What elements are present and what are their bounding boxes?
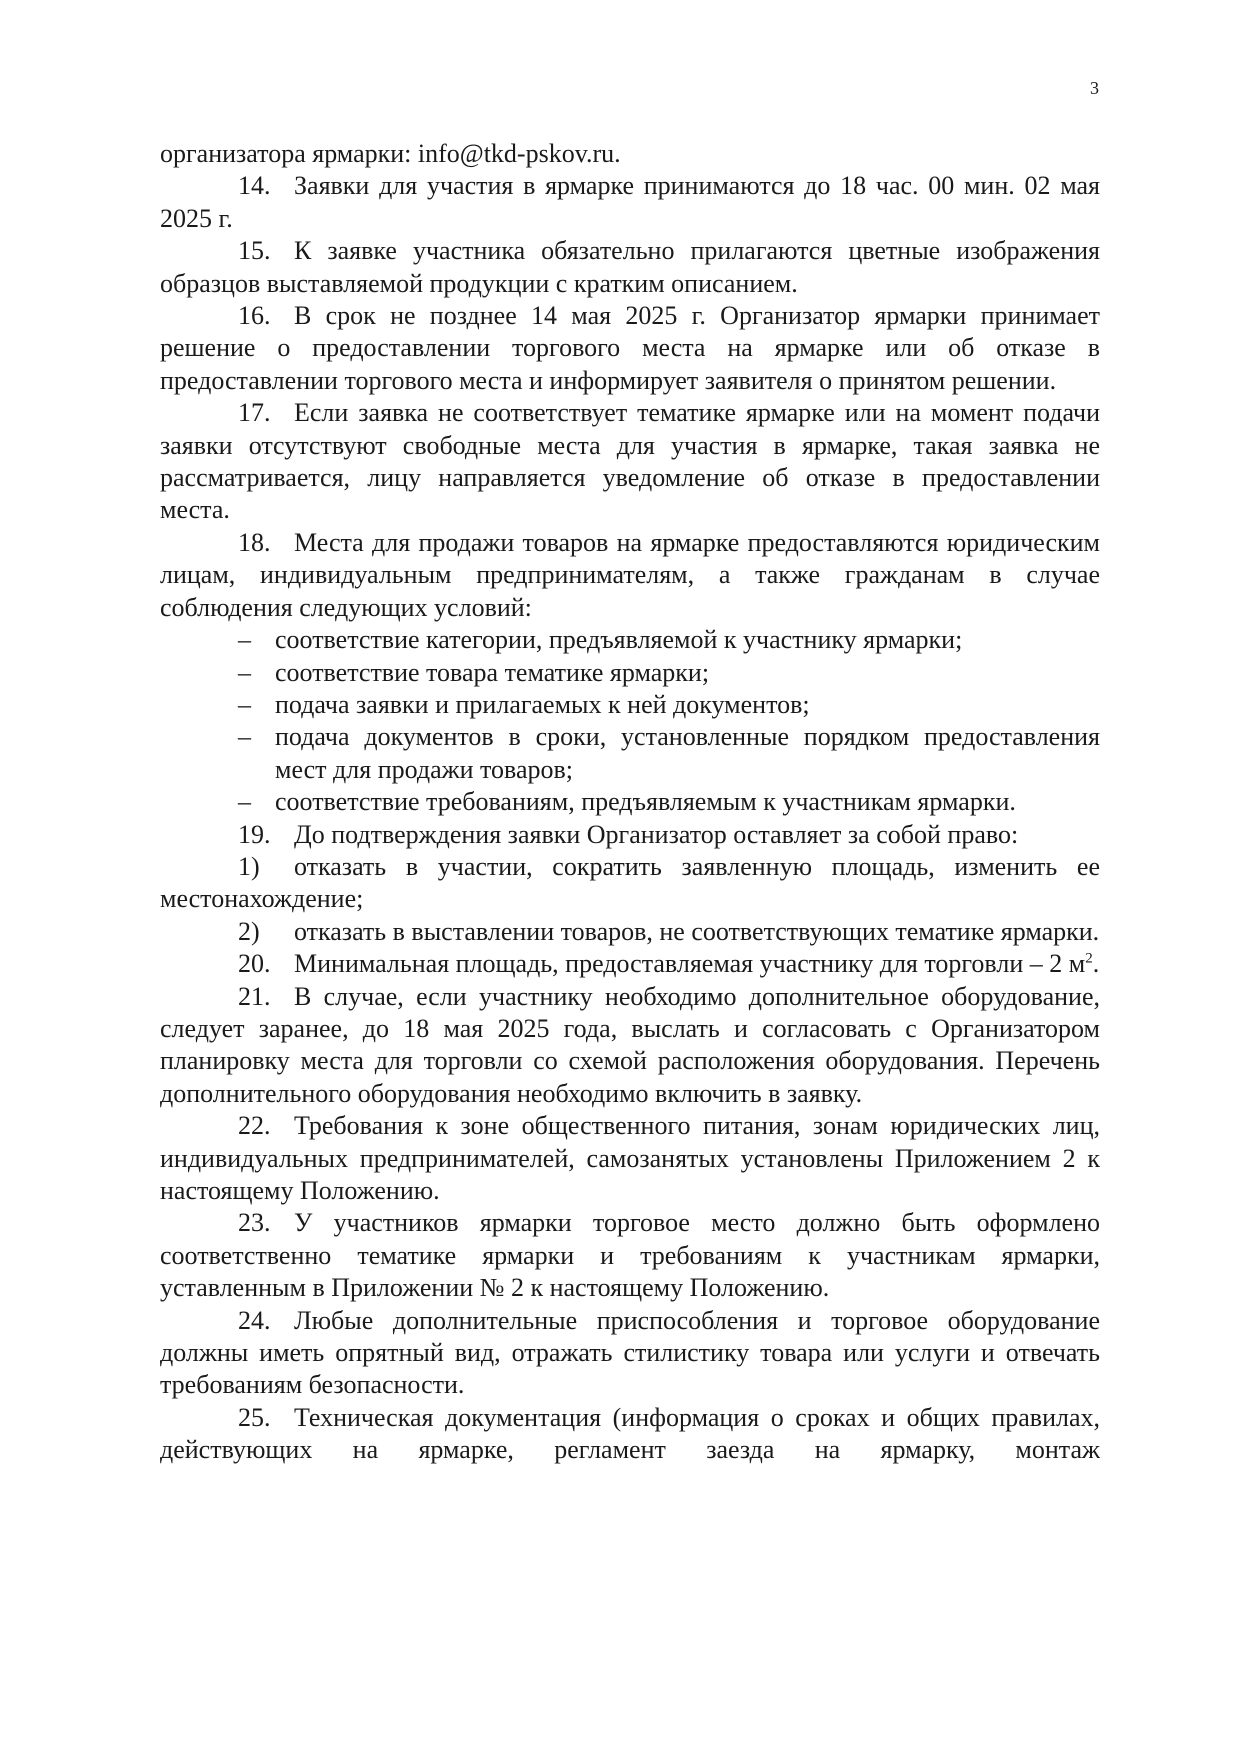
clause-number: 23. xyxy=(238,1208,271,1238)
subclause-text: отказать в участии, сократить заявленную площадь, изменить ее местонахождение; xyxy=(160,851,1100,914)
document-body xyxy=(160,138,1100,1467)
dash-bullet: – xyxy=(238,787,251,817)
clause-text: Минимальная площадь, предоставляемая участнику для торговли – 2 м xyxy=(294,949,1086,979)
superscript: 2 xyxy=(1085,950,1093,967)
subclause-2 xyxy=(160,916,1100,948)
clause-text: У участников ярмарки торговое место должно быть оформлено соответственно тематике ярмарки и требованиям к участникам ярмарки, уставленным в Приложении № 2 к настоящему Положению. xyxy=(160,1208,1100,1303)
condition-text: соответствие требованиям, предъявляемым к участникам ярмарки. xyxy=(275,787,1016,817)
paragraph-continuation xyxy=(160,138,1100,170)
clause-text: Техническая документация (информация о сроках и общих правилах, действующих на ярмарке, регламент заезда на ярмарку, монтаж xyxy=(160,1402,1100,1465)
clause-24 xyxy=(160,1305,1100,1402)
clause-text: Требования к зоне общественного питания, зонам юридических лиц, индивидуальных предпринимателей, самозанятых установлены Приложением 2 к настоящему Положению. xyxy=(160,1111,1100,1205)
clause-text: В срок не позднее 14 мая 2025 г. Организатор ярмарки принимает решение о предоставлении торгового места на ярмарке или об отказе в предоставлении торгового места и информирует заявителя о принятом решении. xyxy=(160,301,1100,395)
clause-16 xyxy=(160,300,1100,397)
clause-number: 21. xyxy=(238,981,271,1011)
dash-bullet: – xyxy=(238,722,251,752)
clause-20 xyxy=(160,948,1100,980)
clause-17 xyxy=(160,397,1100,527)
clause-25 xyxy=(160,1402,1100,1467)
condition-item xyxy=(160,624,1100,656)
clause-number: 22. xyxy=(238,1111,271,1141)
clause-number: 14. xyxy=(238,171,271,201)
clause-number: 24. xyxy=(238,1305,271,1335)
clause-text: До подтверждения заявки Организатор оставляет за собой право: xyxy=(294,819,1019,849)
subclause-text: отказать в выставлении товаров, не соответствующих тематике ярмарки. xyxy=(294,916,1100,946)
clause-21 xyxy=(160,981,1100,1111)
clause-text: Любые дополнительные приспособления и торговое оборудование должны иметь опрятный вид, отражать стилистику товара или услуги и отвечать требованиям безопасности. xyxy=(160,1305,1100,1400)
clause-text: Заявки для участия в ярмарке принимаются до 18 час. 00 мин. 02 мая 2025 г. xyxy=(160,171,1100,233)
clause-tail: . xyxy=(1092,949,1100,979)
clause-number: 19. xyxy=(238,819,271,849)
clause-number: 25. xyxy=(238,1402,271,1432)
clause-19 xyxy=(160,819,1100,851)
condition-item xyxy=(160,786,1100,818)
clause-number: 15. xyxy=(238,236,271,266)
clause-18 xyxy=(160,527,1100,624)
condition-text: соответствие категории, предъявляемой к участнику ярмарки; xyxy=(275,625,963,655)
clause-14 xyxy=(160,170,1100,235)
condition-text: подача заявки и прилагаемых к ней документов; xyxy=(275,689,810,719)
clause-23 xyxy=(160,1207,1100,1304)
dash-bullet: – xyxy=(238,625,251,655)
clause-15 xyxy=(160,235,1100,300)
clause-text: Если заявка не соответствует тематике ярмарке или на момент подачи заявки отсутствуют свободные места для участия в ярмарке, такая заявка не рассматривается, лицу направляется уведомление об отказе в предоставлении места. xyxy=(160,398,1100,525)
subclause-number: 2) xyxy=(238,916,260,946)
clause-number: 18. xyxy=(238,527,271,557)
clause-text: К заявке участника обязательно прилагаются цветные изображения образцов выставляемой продукции с кратким описанием. xyxy=(160,236,1100,298)
dash-bullet: – xyxy=(238,657,251,687)
clause-text: В случае, если участнику необходимо дополнительное оборудование, следует заранее, до 18 мая 2025 года, выслать и согласовать с Организатором планировку места для торговли со схемой расположения оборудования. Перечень дополнительного оборудования необходимо включить в заявку. xyxy=(160,981,1100,1108)
condition-text: соответствие товара тематике ярмарки; xyxy=(275,657,710,687)
subclause-1 xyxy=(160,851,1100,916)
page-number: 3 xyxy=(1090,78,1099,98)
condition-item xyxy=(160,657,1100,689)
clause-number: 17. xyxy=(238,398,271,428)
condition-item xyxy=(160,689,1100,721)
clause-number: 20. xyxy=(238,949,271,979)
dash-bullet: – xyxy=(238,689,251,719)
clause-number: 16. xyxy=(238,301,271,331)
paragraph-text: организатора ярмарки: info@tkd-pskov.ru. xyxy=(160,139,621,168)
clause-text: Места для продажи товаров на ярмарке предоставляются юридическим лицам, индивидуальным предпринимателям, а также гражданам в случае соблюдения следующих условий: xyxy=(160,527,1100,622)
subclause-number: 1) xyxy=(238,851,260,881)
clause-22 xyxy=(160,1110,1100,1207)
condition-text: подача документов в сроки, установленные порядком предоставления мест для продажи товаров; xyxy=(275,722,1100,784)
condition-item xyxy=(160,721,1100,786)
